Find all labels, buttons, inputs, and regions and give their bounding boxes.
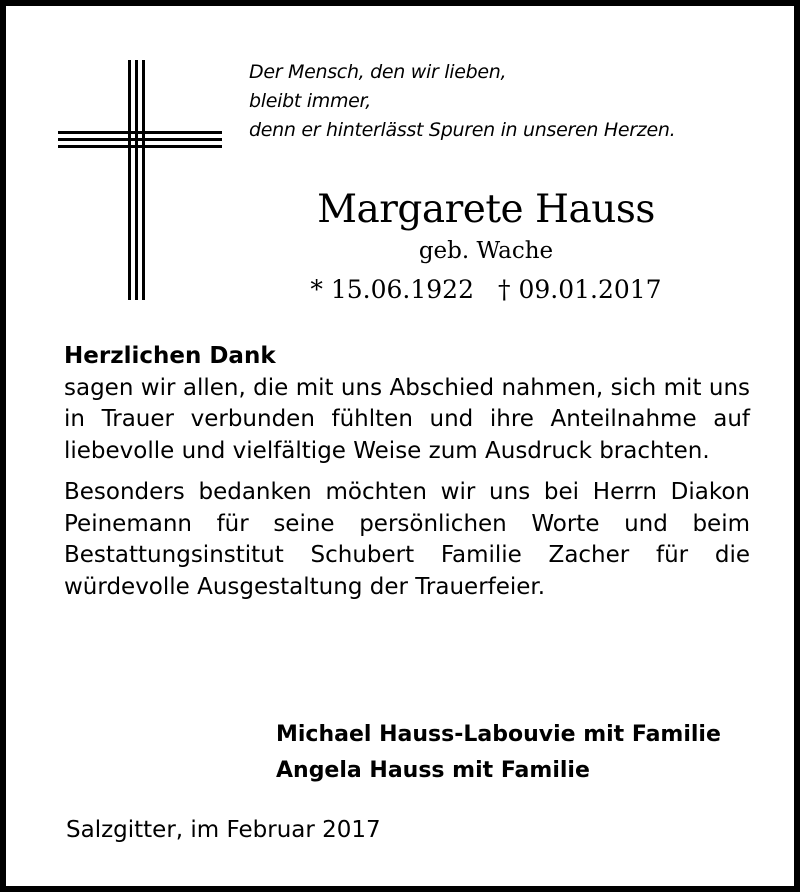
deceased-name: Margarete Hauss — [317, 187, 655, 232]
signature-line: Angela Hauss mit Familie — [276, 758, 590, 783]
signature-line: Michael Hauss-Labouvie mit Familie — [276, 722, 721, 747]
thanks-paragraph: Besonders bedanken möchten wir uns bei Herrn Diakon Peinemann für seine persönlichen Worte und beim Bestattungsinstitut Schubert Familie Zacher für die würdevolle Ausgestaltung der Trauerfeier. — [64, 479, 750, 600]
birth-date: * 15.06.1922 — [310, 275, 474, 304]
motto-quote — [249, 58, 779, 145]
motto-line: denn er hinterlässt Spuren in unseren Herzen. — [249, 119, 676, 141]
cross-icon — [58, 60, 222, 300]
thanks-heading: Herzlichen Dank — [64, 343, 276, 369]
death-date: † 09.01.2017 — [498, 275, 662, 304]
birth-name: geb. Wache — [418, 238, 554, 264]
deceased-block — [276, 186, 696, 312]
motto-line: Der Mensch, den wir lieben, — [249, 61, 507, 83]
motto-line: bleibt immer, — [249, 90, 372, 112]
place-and-date: Salzgitter, im Februar 2017 — [66, 817, 381, 843]
thanks-paragraph: sagen wir allen, die mit uns Abschied nahmen, sich mit uns in Trauer verbunden fühlten und ihre Anteilnahme auf liebevolle und vielfältige Weise zum Ausdruck brachten. — [64, 374, 750, 464]
life-dates — [276, 268, 696, 312]
signatures — [276, 717, 721, 789]
thanks-text — [64, 341, 750, 603]
